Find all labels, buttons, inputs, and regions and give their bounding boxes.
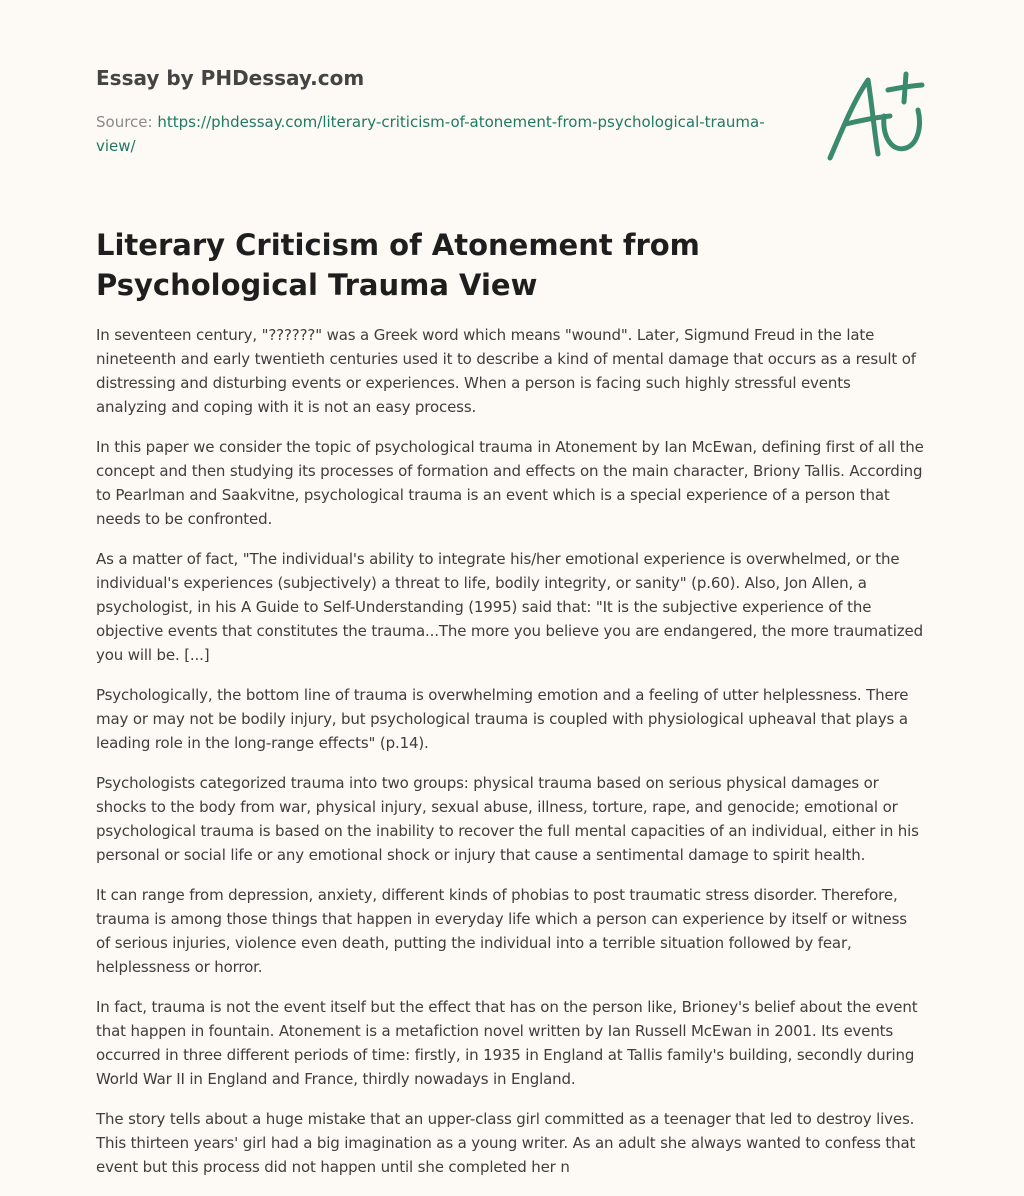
paragraph-4: Psychologically, the bottom line of trauma is overwhelming emotion and a feeling of utter helplessness. There may or may not be bodily injury, but psychological trauma is coupled with physiological upheaval that plays a leading role in the long-range effects" (p.14). (96, 686, 909, 752)
paragraph-3: As a matter of fact, "The individual's ability to integrate his/her emotional experience is overwhelmed, or the individual's experiences (subjectively) a threat to life, bodily integrity, or sanity" (p.60). Also, Jon Allen, a psychologist, in his A Guide to Self-Understanding (1995) said that: "It is the subjective experience of the objective events that constitutes the trauma...The more you believe you are endangered, the more traumatized you will be. [...] (96, 550, 923, 664)
a-plus-logo-icon (824, 68, 928, 164)
paragraph-5: Psychologists categorized trauma into two groups: physical trauma based on serious physical damages or shocks to the body from war, physical injury, sexual abuse, illness, torture, rape, and genocide; emotional or psychological trauma is based on the inability to recover the full mental capacities of an individual, either in his personal or social life or any emotional shock or injury that cause a sentimental damage to spirit health. (96, 774, 919, 864)
paragraph-8: The story tells about a huge mistake that an upper-class girl committed as a teenager that led to destroy lives. This thirteen years' girl had a big imagination as a young writer. As an adult she always wanted to confess that event but this process did not happen until she completed her n (96, 1110, 916, 1176)
source-link[interactable]: https://phdessay.com/literary-criticism-of-atonement-from-psychological-trauma-view/ (96, 113, 765, 155)
document-body (96, 323, 924, 1195)
site-title: Essay by PHDessay.com (96, 66, 365, 90)
essay-page (96, 0, 924, 1176)
paragraph-2: In this paper we consider the topic of psychological trauma in Atonement by Ian McEwan, defining first of all the concept and then studying its processes of formation and effects on the main character, Briony Tallis. According to Pearlman and Saakvitne, psychological trauma is an event which is a special experience of a person that needs to be confronted. (96, 438, 924, 528)
paragraph-1: In seventeen century, "??????" was a Greek word which means "wound". Later, Sigmund Freud in the late nineteenth and early twentieth centuries used it to describe a kind of mental damage that occurs as a result of distressing and disturbing events or experiences. When a person is facing such highly stressful events analyzing and coping with it is not an easy process. (96, 326, 916, 416)
source-line (96, 110, 776, 158)
document-title: Literary Criticism of Atonement from Psychological Trauma View (96, 228, 700, 302)
paragraph-7: In fact, trauma is not the event itself but the effect that has on the person like, Brioney's belief about the event that happen in fountain. Atonement is a metafiction novel written by Ian Russell McEwan in 2001. Its events occurred in three different periods of time: firstly, in 1935 in England at Tallis family's building, secondly during World War II in England and France, thirdly nowadays in England. (96, 998, 918, 1088)
header (96, 0, 924, 190)
source-label: Source: (96, 113, 153, 131)
paragraph-6: It can range from depression, anxiety, different kinds of phobias to post traumatic stress disorder. Therefore, trauma is among those things that happen in everyday life which a person can experience by itself or witness of serious injuries, violence even death, putting the individual into a terrible situation followed by fear, helplessness or horror. (96, 886, 907, 976)
